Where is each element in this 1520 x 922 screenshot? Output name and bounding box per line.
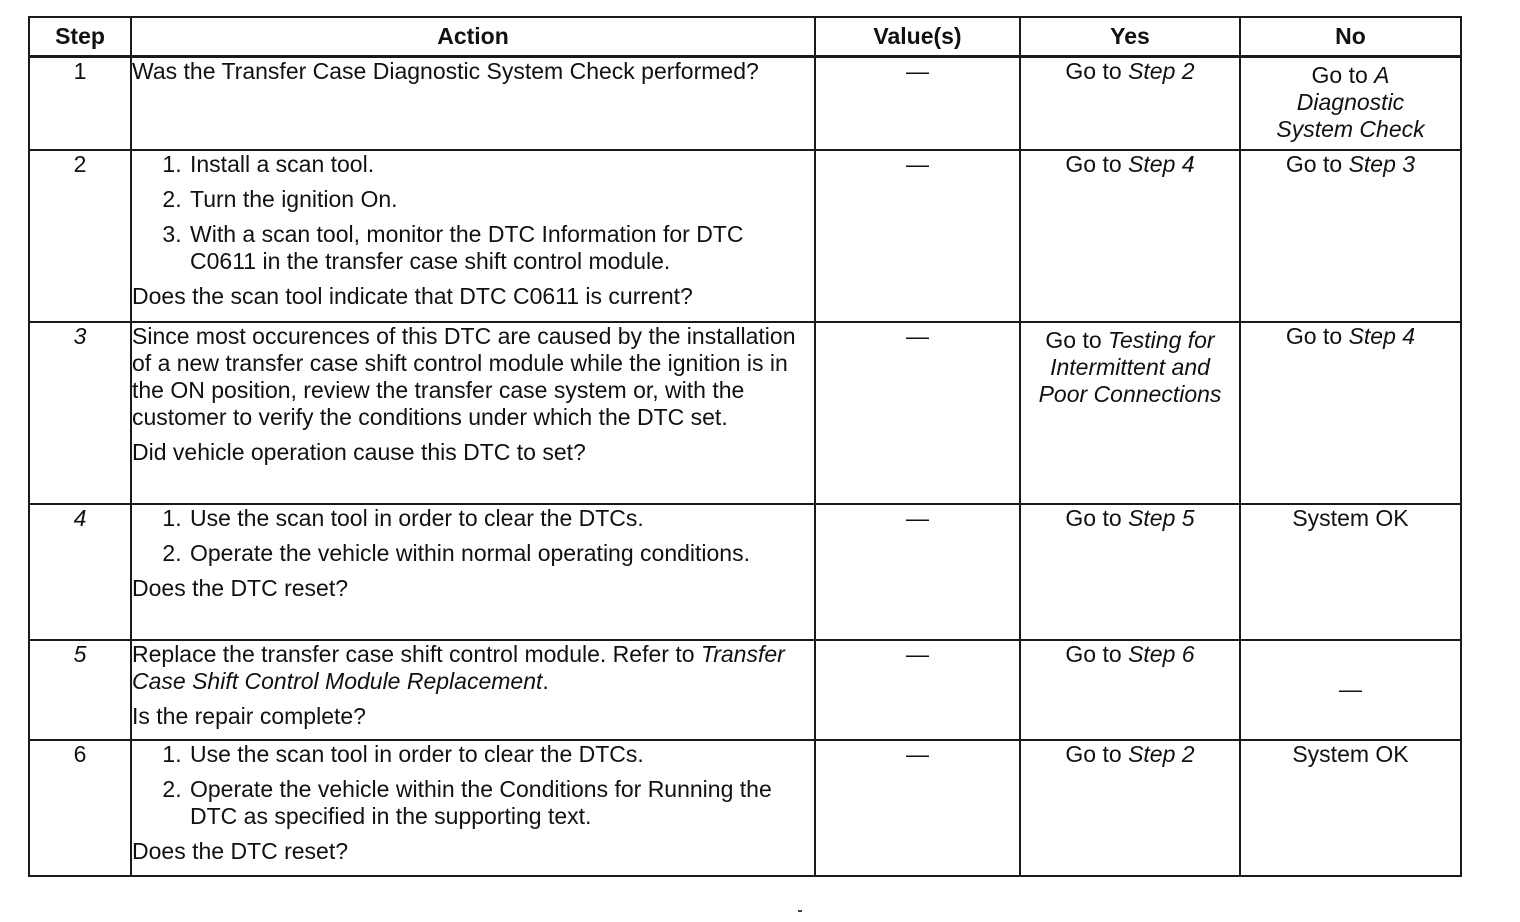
action-cell <box>131 504 815 640</box>
header-yes: Yes <box>1020 17 1240 57</box>
instruction-item: 1. Use the scan tool in order to clear the DTCs. <box>188 741 814 768</box>
table-row <box>29 504 1461 640</box>
table-row <box>29 150 1461 322</box>
yes-reference-link[interactable]: Testing for Intermittent and Poor Connections <box>1038 326 1222 407</box>
action-cell <box>131 150 815 322</box>
action-question: Does the scan tool indicate that DTC C0611 is current? <box>132 282 693 309</box>
table-row <box>29 322 1461 504</box>
value-cell: — <box>815 322 1020 504</box>
yes-prefix: Go to <box>1065 640 1129 667</box>
no-prefix: Go to <box>1285 322 1349 349</box>
action-question: Is the repair complete? <box>132 702 366 729</box>
yes-cell <box>1020 740 1240 876</box>
instruction-item: 1. Install a scan tool. <box>188 151 814 178</box>
value-cell: — <box>815 740 1020 876</box>
table-row <box>29 740 1461 876</box>
yes-prefix: Go to <box>1065 150 1129 177</box>
instruction-item: 3. With a scan tool, monitor the DTC Information for DTC C0611 in the transfer case shift control module. <box>188 221 814 275</box>
action-text-suffix: . <box>542 667 549 694</box>
no-prefix: Go to <box>1285 150 1349 177</box>
action-cell <box>131 322 815 504</box>
yes-reference-link[interactable]: Step 4 <box>1128 150 1195 177</box>
step-number: 5 <box>29 640 131 740</box>
instruction-list <box>132 741 814 830</box>
action-cell <box>131 740 815 876</box>
step-number: 2 <box>29 150 131 322</box>
no-reference-link[interactable]: Step 3 <box>1348 150 1416 177</box>
no-cell <box>1240 57 1461 150</box>
no-cell <box>1240 322 1461 504</box>
step-number: 3 <box>29 322 131 504</box>
no-reference-link[interactable]: Step 4 <box>1348 322 1416 349</box>
yes-prefix: Go to <box>1065 58 1129 84</box>
action-question: Did vehicle operation cause this DTC to set? <box>132 438 586 465</box>
step-number: 1 <box>29 57 131 150</box>
yes-prefix: Go to <box>1065 740 1129 767</box>
no-cell: System OK <box>1240 504 1461 640</box>
instruction-list <box>132 505 814 567</box>
action-cell <box>131 57 815 150</box>
action-question: Does the DTC reset? <box>132 837 349 864</box>
scan-artifact-mark <box>798 910 802 912</box>
yes-reference-link[interactable]: Step 6 <box>1128 640 1195 667</box>
instruction-item: 2. Operate the vehicle within the Conditions for Running the DTC as specified in the supporting text. <box>188 776 814 830</box>
no-cell: System OK <box>1240 740 1461 876</box>
no-prefix: Go to <box>1311 62 1375 88</box>
instruction-item: 2. Operate the vehicle within normal operating conditions. <box>188 540 814 567</box>
action-text <box>132 641 814 695</box>
instruction-item: 1. Use the scan tool in order to clear the DTCs. <box>188 505 814 532</box>
yes-cell <box>1020 150 1240 322</box>
value-cell: — <box>815 640 1020 740</box>
yes-reference-link[interactable]: Step 2 <box>1128 740 1195 767</box>
value-cell: — <box>815 504 1020 640</box>
header-values: Value(s) <box>815 17 1020 57</box>
yes-cell <box>1020 640 1240 740</box>
table-row <box>29 640 1461 740</box>
instruction-list <box>132 151 814 275</box>
action-text-main: Replace the transfer case shift control module. Refer to <box>132 640 701 667</box>
action-text: Since most occurences of this DTC are caused by the installation of a new transfer case shift control module while the ignition is in the ON position, review the transfer case system or, with the customer to verify the conditions under which the DTC set. <box>132 322 796 430</box>
header-no: No <box>1240 17 1461 57</box>
yes-reference-link[interactable]: Step 2 <box>1128 58 1195 84</box>
action-question: Does the DTC reset? <box>132 574 349 601</box>
action-reference-link[interactable]: Transfer Case Shift Control Module Replacement <box>132 640 785 694</box>
header-step: Step <box>29 17 131 57</box>
step-number: 6 <box>29 740 131 876</box>
yes-cell <box>1020 504 1240 640</box>
no-cell <box>1240 150 1461 322</box>
value-cell: — <box>815 150 1020 322</box>
diagnostic-table <box>28 16 1462 877</box>
value-cell: — <box>815 57 1020 150</box>
yes-reference-link[interactable]: Step 5 <box>1128 504 1195 531</box>
yes-prefix: Go to <box>1065 504 1129 531</box>
table-row <box>29 57 1461 150</box>
no-reference-link[interactable]: A Diagnostic System Check <box>1276 62 1425 142</box>
action-cell <box>131 640 815 740</box>
yes-cell <box>1020 57 1240 150</box>
header-row <box>29 17 1461 57</box>
header-action: Action <box>131 17 815 57</box>
yes-prefix: Go to <box>1045 326 1109 353</box>
no-cell: — <box>1240 640 1461 740</box>
yes-cell <box>1020 322 1240 504</box>
action-text: Was the Transfer Case Diagnostic System Check performed? <box>132 58 759 84</box>
step-number: 4 <box>29 504 131 640</box>
instruction-item: 2. Turn the ignition On. <box>188 186 814 213</box>
